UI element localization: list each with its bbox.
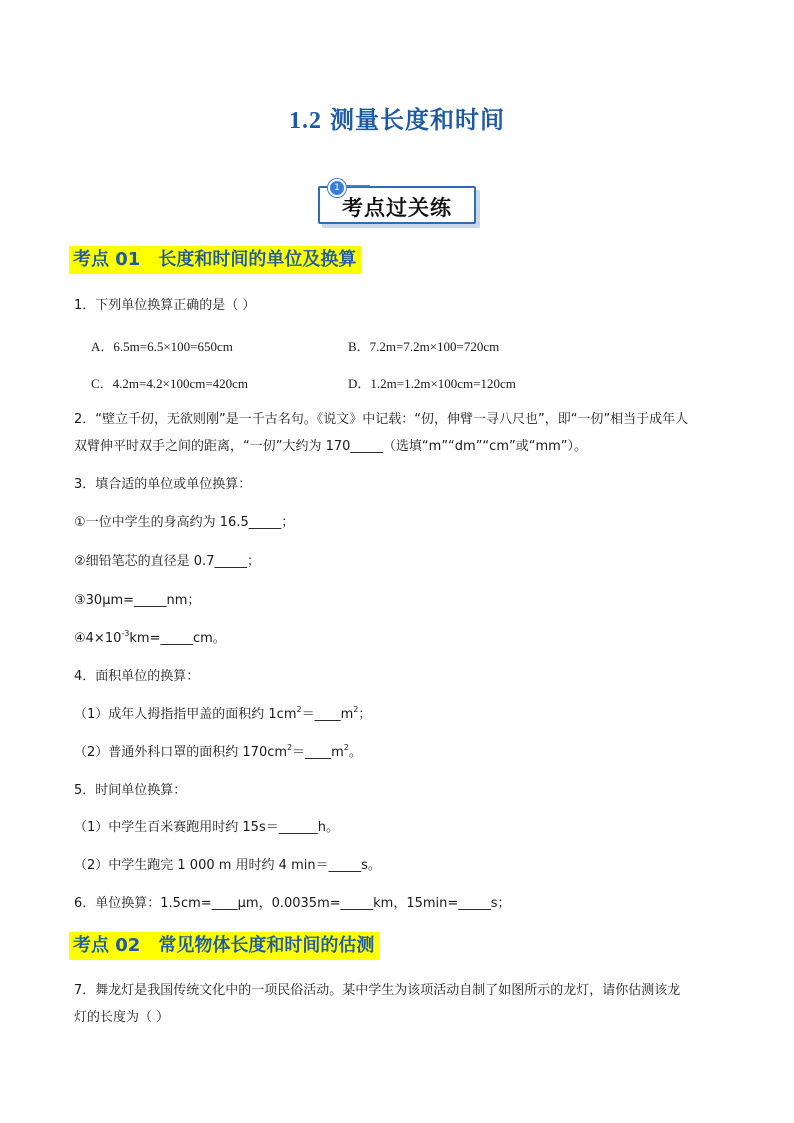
- section-code: 考点 01: [73, 249, 141, 270]
- question-3-item-4-exponent: -3: [121, 629, 130, 638]
- question-4-part-2-end: 。: [348, 745, 362, 760]
- question-1-option-b: B．7.2m=7.2m×100=720cm: [348, 339, 500, 354]
- badge-number-icon: 1: [328, 179, 346, 197]
- question-3-item-4: [74, 630, 226, 648]
- question-6: 6．单位换算：1.5cm=____μm，0.0035m=_____km，15min=_____s；: [74, 896, 511, 911]
- question-3-item-1: ①一位中学生的身高约为 16.5_____；: [74, 515, 295, 530]
- question-5-part-2: （2）中学生跑完 1 000 m 用时约 4 min＝_____s。: [74, 858, 381, 873]
- question-3-stem: 3．填合适的单位或单位换算：: [74, 477, 252, 492]
- question-4-stem: 4．面积单位的换算：: [74, 669, 200, 684]
- question-3-item-4-rest: km=_____cm。: [129, 631, 226, 646]
- question-7-line-1: 7．舞龙灯是我国传统文化中的一项民俗活动。某中学生为该项活动自制了如图所示的龙灯，请你估测该龙: [74, 983, 681, 998]
- title-text: 测量长度和时间: [330, 106, 505, 134]
- title-number: 1.2: [289, 108, 322, 134]
- question-2-line-2: 双臂伸平时双手之间的距离，“一仞”大约为 170_____（选填“m”“dm”“cm”或“mm”）。: [74, 439, 588, 454]
- question-3-item-2: ②细铅笔芯的直径是 0.7_____；: [74, 554, 260, 569]
- section-title: 常见物体长度和时间的估测: [158, 935, 375, 956]
- question-4-part-1-text: （1）成年人拇指指甲盖的面积约 1cm: [74, 707, 297, 722]
- question-3-item-3: ③30μm=_____nm；: [74, 593, 201, 608]
- square-exponent: 2: [353, 705, 359, 714]
- question-7-line-2: 灯的长度为（ ）: [74, 1010, 170, 1025]
- question-5-part-1: （1）中学生百米赛跑用时约 15s＝______h。: [74, 820, 339, 835]
- question-3-item-4-base: ④4×10: [74, 631, 122, 646]
- question-1-option-c: C．4.2m=4.2×100cm=420cm: [91, 376, 249, 391]
- square-exponent: 2: [343, 743, 349, 752]
- section-badge: [318, 183, 476, 224]
- question-2-line-1: 2．“壁立千仞，无欲则刚”是一千古名句。《说文》中记载：“仞，伸臂一寻八尺也”，即“一仞”相当于成年人: [74, 412, 689, 427]
- square-exponent: 2: [287, 743, 293, 752]
- badge-decoration: [346, 185, 370, 187]
- section-code: 考点 02: [73, 935, 141, 956]
- question-1-option-a: A．6.5m=6.5×100=650cm: [91, 339, 233, 354]
- question-4-part-1-end: ；: [358, 707, 372, 722]
- section-title: 长度和时间的单位及换算: [158, 249, 357, 270]
- question-4-part-2: [74, 744, 362, 762]
- question-4-part-1-blank: ＝____m: [301, 707, 354, 722]
- square-exponent: 2: [296, 705, 302, 714]
- question-1-option-d: D．1.2m=1.2m×100cm=120cm: [348, 376, 516, 391]
- question-4-part-1: [74, 706, 371, 724]
- badge-label: 考点过关练: [342, 196, 452, 220]
- question-4-part-2-blank: ＝____m: [292, 745, 344, 760]
- question-4-part-2-text: （2）普通外科口罩的面积约 170cm: [74, 745, 288, 760]
- question-1-stem: 1．下列单位换算正确的是（ ）: [74, 298, 256, 313]
- section-heading-01: [69, 246, 362, 274]
- page-title: [0, 100, 794, 135]
- question-5-stem: 5．时间单位换算：: [74, 783, 187, 798]
- section-heading-02: [69, 932, 380, 960]
